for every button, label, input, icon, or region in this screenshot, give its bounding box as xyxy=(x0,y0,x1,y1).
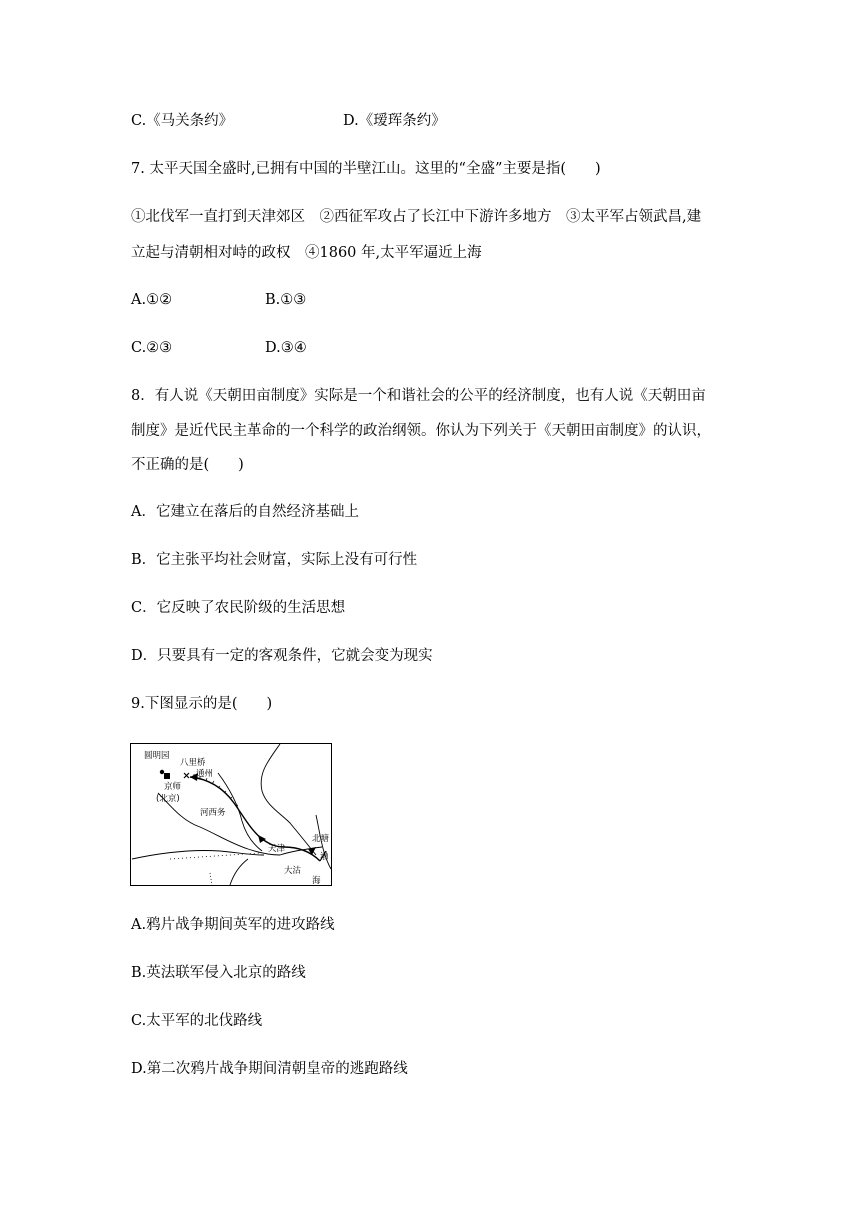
label-tianjin: 天津 xyxy=(268,844,286,854)
q8-stem-line1: 8．有人说《天朝田亩制度》实际是一个和谐社会的公平的经济制度，也有人说《天朝田亩 xyxy=(131,388,706,404)
q7-option-c: C.②③ xyxy=(131,340,173,356)
label-beitang: 北塘 xyxy=(312,834,330,844)
q6-option-d: D.《瑷珲条约》 xyxy=(343,113,446,129)
q7-stem: 7. 太平天国全盛时,已拥有中国的半壁江山。这里的“全盛”主要是指( ) xyxy=(131,161,601,177)
label-hai: 海 xyxy=(312,876,321,886)
route-map xyxy=(130,743,332,886)
q8-option-b: B．它主张平均社会财富，实际上没有可行性 xyxy=(131,552,418,568)
label-tongzhou: 通州 xyxy=(196,769,214,779)
label-bo: 渤 xyxy=(320,852,329,862)
q8-option-a: A．它建立在落后的自然经济基础上 xyxy=(131,504,359,520)
q9-option-a: A.鸦片战争期间英军的进攻路线 xyxy=(131,917,335,933)
q7-statements-line2: 立起与清朝相对峙的政权 ④1860 年,太平军逼近上海 xyxy=(131,245,482,261)
q8-stem-line3: 不正确的是( ) xyxy=(131,457,244,473)
q7-statements-line1: ①北伐军一直打到天津郊区 ②西征军攻占了长江中下游许多地方 ③太平军占领武昌,建 xyxy=(131,209,702,225)
q7-option-d: D.③④ xyxy=(265,340,307,356)
q6-option-c: C.《马关条约》 xyxy=(131,113,234,129)
label-hexiwu: 河西务 xyxy=(200,808,226,818)
q9-stem: 9.下图显示的是( ) xyxy=(131,696,273,712)
q8-option-c: C．它反映了农民阶级的生活思想 xyxy=(131,600,346,616)
label-balizhuang: 八里桥 xyxy=(180,758,206,768)
q9-option-d: D.第二次鸦片战争期间清朝皇帝的逃跑路线 xyxy=(131,1061,408,1077)
map-frame xyxy=(131,744,332,886)
label-dagu: 大沽 xyxy=(284,866,302,876)
q8-stem-line2: 制度》是近代民主革命的一个科学的政治纲领。你认为下列关于《天朝田亩制度》的认识， xyxy=(131,423,711,439)
q9-option-b: B.英法联军侵入北京的路线 xyxy=(131,965,306,981)
beijing-marker xyxy=(164,773,170,779)
label-jingshi: 京师 xyxy=(164,782,182,792)
label-yuanmingyuan: 圆明园 xyxy=(144,751,170,761)
q7-option-b: B.①③ xyxy=(265,292,307,308)
yuanmingyuan-marker xyxy=(160,770,164,774)
label-beijing: (北京) xyxy=(156,794,180,804)
q7-option-a: A.①② xyxy=(131,292,173,308)
q8-option-d: D．只要具有一定的客观条件，它就会变为现实 xyxy=(131,648,433,664)
q9-option-c: C.太平军的北伐路线 xyxy=(131,1013,263,1029)
